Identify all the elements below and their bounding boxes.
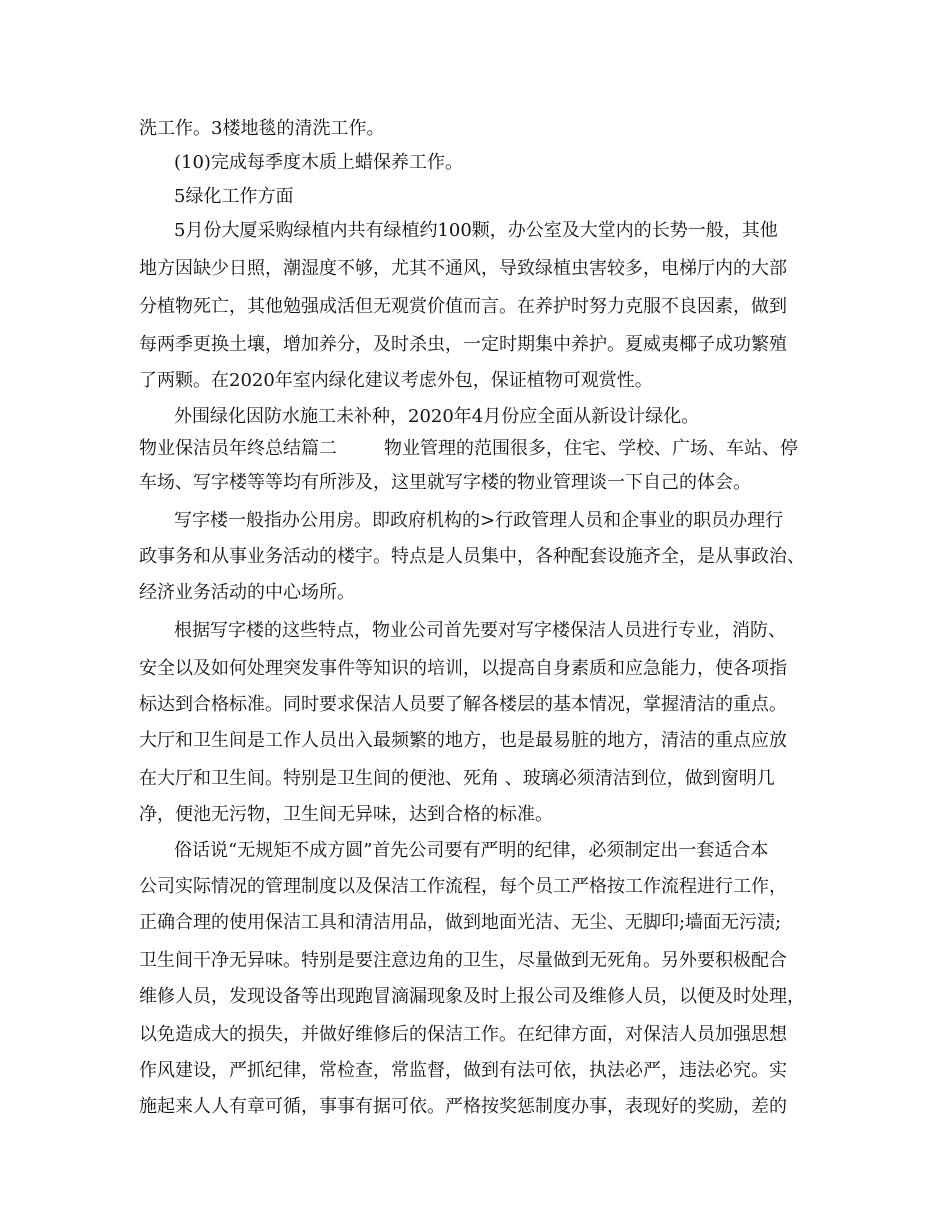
text-line-12: 写字楼一般指办公用房。即政府机构的>行政管理人员和企事业的职员办理行: [174, 510, 784, 531]
text-line-25: 维修人员，发现设备等出现跑冒滴漏现象及时上报公司及维修人员，以便及时处理，: [139, 986, 805, 1007]
section-heading: 物业保洁员年终总结篇二: [139, 438, 337, 459]
text-line-11: 车场、写字楼等等均有所涉及，这里就写字楼的物业管理谈一下自己的体会。: [139, 472, 751, 493]
text-line-16: 安全以及如何处理突发事件等知识的培训，以提高自身素质和应急能力，使各项指: [139, 658, 787, 679]
text-line-6: 分植物死亡，其他勉强成活但无观赏价值而言。在养护时努力克服不良因素，做到: [139, 296, 787, 317]
text-line-5: 地方因缺少日照，潮湿度不够，尤其不通风，导致绿植虫害较多，电梯厅内的大部: [139, 258, 787, 279]
text-line-21: 俗话说“无规矩不成方圆”首先公司要有严明的纪律，必须制定出一套适合本: [174, 840, 769, 861]
text-line-1: 洗工作。3楼地毯的清洗工作。: [139, 118, 385, 139]
text-line-22: 公司实际情况的管理制度以及保洁工作流程，每个员工严格按工作流程进行工作，: [139, 876, 787, 897]
text-line-4: 5月份大厦采购绿植内共有绿植约100颗，办公室及大堂内的长势一般，其他: [174, 220, 778, 241]
text-line-27: 作风建设，严抓纪律，常检查，常监督，做到有法可依，执法必严，违法必究。实: [139, 1060, 787, 1081]
text-line-26: 以免造成大的损失，并做好维修后的保洁工作。在纪律方面，对保洁人员加强思想: [139, 1024, 787, 1045]
text-line-2: (10)完成每季度木质上蜡保养工作。: [174, 152, 463, 173]
section-subheading: 5绿化工作方面: [174, 186, 294, 207]
text-line-28: 施起来人人有章可循，事事有据可依。严格按奖惩制度办事，表现好的奖励，差的: [139, 1096, 787, 1117]
text-line-9: 外围绿化因防水施工未补种，2020年4月份应全面从新设计绿化。: [174, 406, 700, 427]
text-line-23: 正确合理的使用保洁工具和清洁用品，做到地面光洁、无尘、无脚印;墙面无污渍;: [139, 912, 782, 933]
text-line-15: 根据写字楼的这些特点，物业公司首先要对写字楼保洁人员进行专业，消防、: [174, 620, 786, 641]
text-line-17: 标达到合格标准。同时要求保洁人员要了解各楼层的基本情况，掌握清洁的重点。: [139, 694, 787, 715]
text-line-19: 在大厅和卫生间。特别是卫生间的便池、死角 、玻璃必须清洁到位，做到窗明几: [139, 768, 775, 789]
text-line-10: 物业管理的范围很多，住宅、学校、广场、车站、停: [384, 438, 798, 459]
text-line-20: 净，便池无污物，卫生间无异味，达到合格的标准。: [139, 804, 553, 825]
text-line-14: 经济业务活动的中心场所。: [139, 582, 355, 603]
text-line-8: 了两颗。在2020年室内绿化建议考虑外包，保证植物可观赏性。: [139, 370, 653, 391]
text-line-18: 大厅和卫生间是工作人员出入最频繁的地方，也是最易脏的地方，清洁的重点应放: [139, 730, 787, 751]
text-line-24: 卫生间干净无异味。特别是要注意边角的卫生，尽量做到无死角。另外要积极配合: [139, 950, 787, 971]
text-line-7: 每两季更换土壤，增加养分，及时杀虫，一定时期集中养护。夏威夷椰子成功繁殖: [139, 334, 787, 355]
text-line-13: 政事务和从事业务活动的楼宇。特点是人员集中，各种配套设施齐全，是从事政治、: [139, 546, 805, 567]
